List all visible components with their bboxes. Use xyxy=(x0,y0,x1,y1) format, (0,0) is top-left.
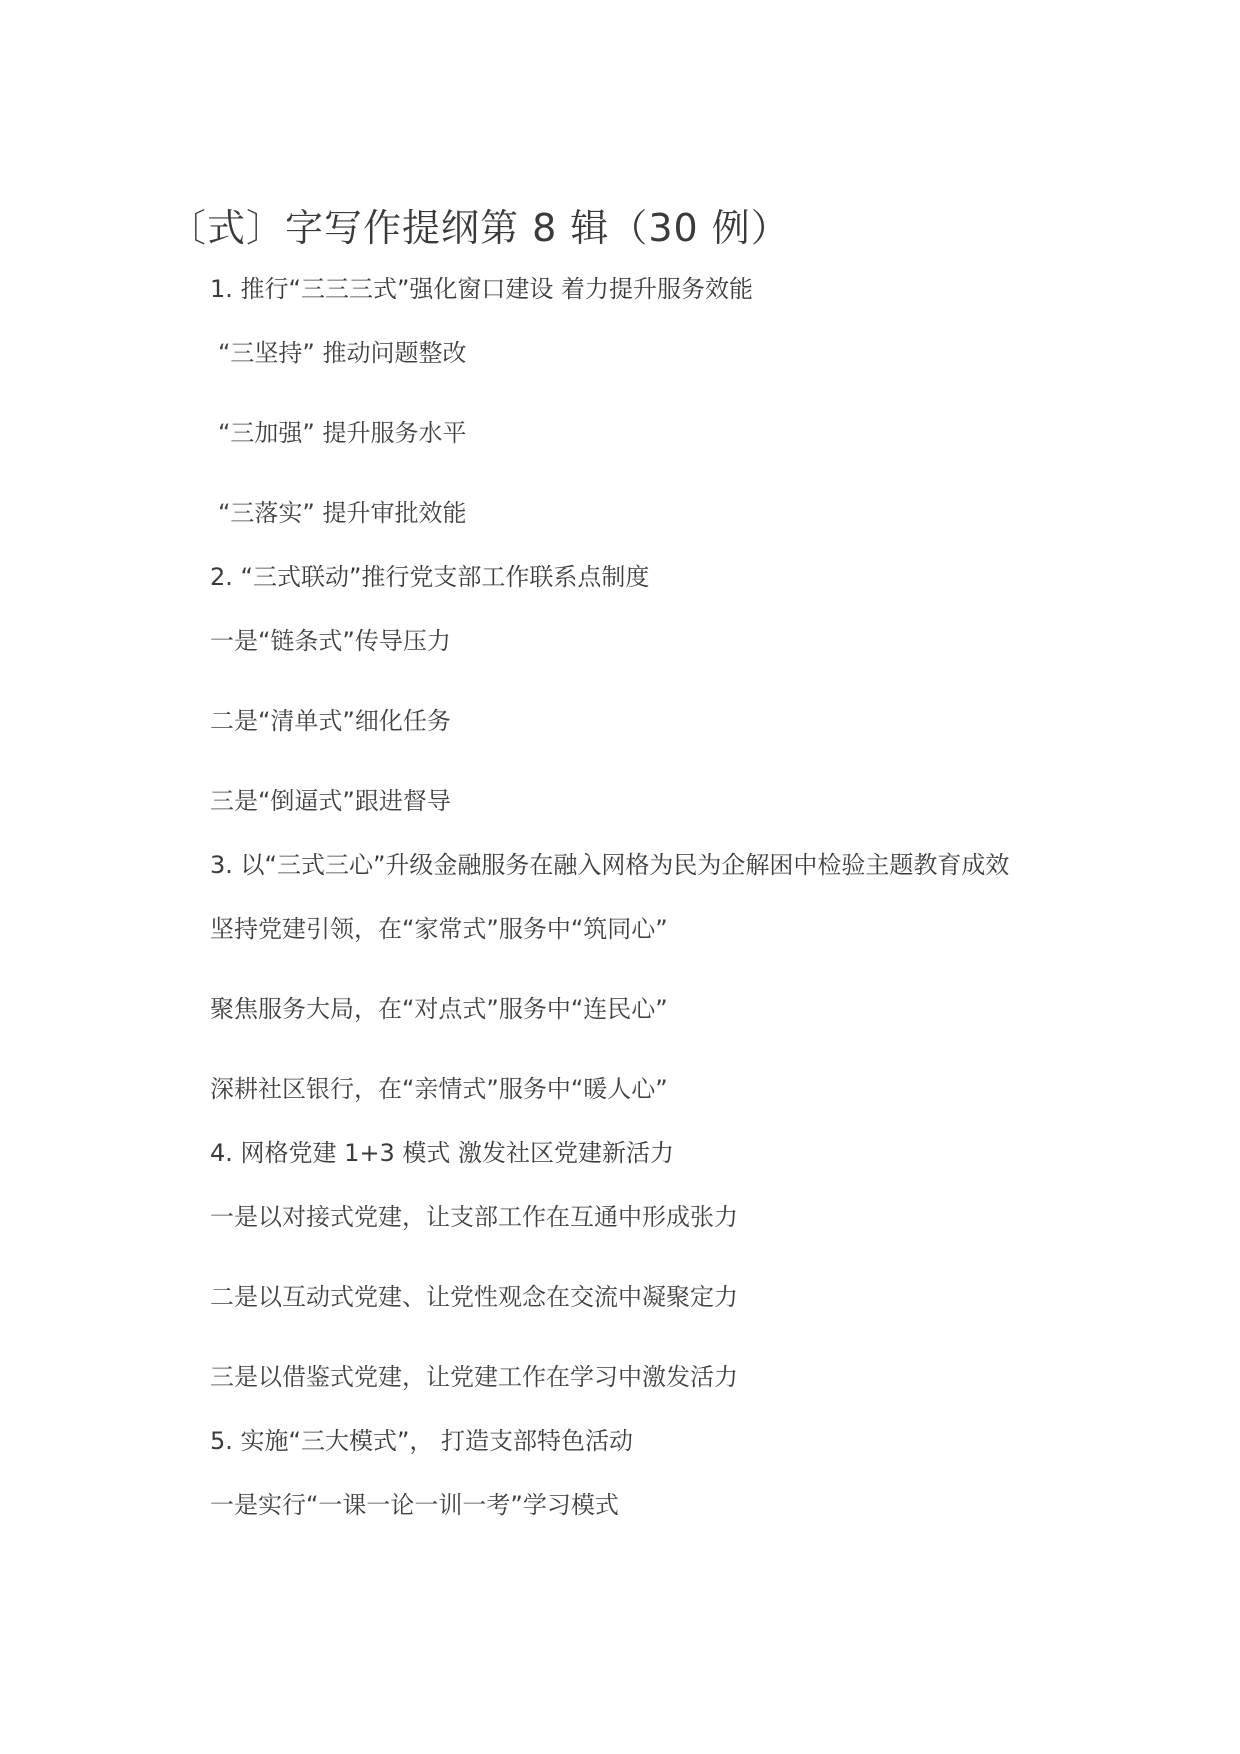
list-item: 一是实行“一课一论一训一考”学习模式 xyxy=(210,1491,619,1519)
list-item: 坚持党建引领，在“家常式”服务中“筑同心” xyxy=(210,915,668,943)
document-title: 〔式〕字写作提纲第 8 辑（30 例） xyxy=(168,206,790,250)
section-heading-1: 1. 推行“三三三式”强化窗口建设 着力提升服务效能 xyxy=(210,275,754,303)
list-item: 三是“倒逼式”跟进督导 xyxy=(210,787,451,815)
section-heading-2: 2. “三式联动”推行党支部工作联系点制度 xyxy=(210,563,650,591)
list-item: 一是以对接式党建，让支部工作在互通中形成张力 xyxy=(210,1203,738,1231)
list-item: 聚焦服务大局，在“对点式”服务中“连民心” xyxy=(210,995,668,1023)
list-item: 三是以借鉴式党建，让党建工作在学习中激发活力 xyxy=(210,1363,738,1391)
list-item: “三加强” 提升服务水平 xyxy=(218,419,467,447)
section-heading-4: 4. 网格党建 1+3 模式 激发社区党建新活力 xyxy=(210,1139,675,1167)
section-heading-5: 5. 实施“三大模式”， 打造支部特色活动 xyxy=(210,1427,634,1455)
list-item: “三落实” 提升审批效能 xyxy=(218,499,467,527)
list-item: “三坚持” 推动问题整改 xyxy=(218,339,467,367)
list-item: 二是以互动式党建、让党性观念在交流中凝聚定力 xyxy=(210,1283,738,1311)
list-item: 二是“清单式”细化任务 xyxy=(210,707,451,735)
list-item: 一是“链条式”传导压力 xyxy=(210,627,451,655)
list-item: 深耕社区银行，在“亲情式”服务中“暖人心” xyxy=(210,1075,668,1103)
section-heading-3: 3. 以“三式三心”升级金融服务在融入网格为民为企解困中检验主题教育成效 xyxy=(210,851,1010,879)
